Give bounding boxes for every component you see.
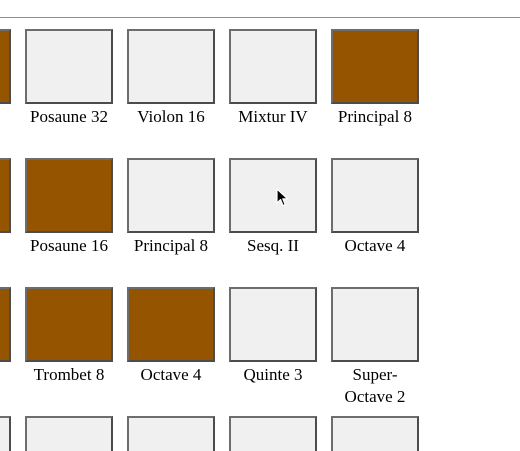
- stop-tab[interactable]: [229, 287, 317, 362]
- stop-cell: [331, 416, 419, 451]
- stop-label: Principal 8: [133, 236, 209, 255]
- stop-tab[interactable]: [331, 416, 419, 451]
- stop-label: Sesq. II: [247, 236, 299, 255]
- stop-label: Super-Octave 2: [344, 365, 406, 406]
- stop-label: Trombet 8: [33, 365, 105, 384]
- stop-cell: [25, 287, 113, 386]
- stop-cell: [229, 158, 317, 257]
- stop-cell: [25, 416, 113, 451]
- stop-tab[interactable]: [229, 29, 317, 104]
- stop-label: Principal 8: [337, 107, 413, 126]
- stop-label: Posaune 16: [30, 236, 108, 255]
- stop-cell: [331, 29, 419, 128]
- stop-tab[interactable]: [331, 158, 419, 233]
- stop-cell: [127, 158, 215, 257]
- stop-cell: [229, 29, 317, 128]
- stop-cell: [25, 158, 113, 257]
- stop-tab[interactable]: [127, 416, 215, 451]
- stop-tab[interactable]: [127, 29, 215, 104]
- stop-cell: [229, 287, 317, 386]
- stop-cell: [127, 287, 215, 386]
- stop-cell: [127, 416, 215, 451]
- stop-tab[interactable]: [0, 287, 11, 362]
- stop-cell: [0, 416, 11, 451]
- stop-tab[interactable]: [331, 29, 419, 104]
- stop-tab[interactable]: [0, 29, 11, 104]
- stop-tab[interactable]: [0, 416, 11, 451]
- stop-cell: [331, 287, 419, 408]
- stop-tab[interactable]: [127, 158, 215, 233]
- stop-label: Posaune 32: [30, 107, 108, 126]
- stop-cell: [229, 416, 317, 451]
- stop-cell: [25, 29, 113, 128]
- stop-cell: [127, 29, 215, 128]
- stop-label: Quinte 3: [243, 365, 303, 384]
- stop-cell: [0, 29, 11, 106]
- stop-cell: [331, 158, 419, 257]
- stop-tab[interactable]: [0, 158, 11, 233]
- stop-tab[interactable]: [331, 287, 419, 362]
- stop-tab[interactable]: [229, 158, 317, 233]
- stop-tab[interactable]: [25, 29, 113, 104]
- stop-tab[interactable]: [25, 158, 113, 233]
- stop-tab[interactable]: [25, 416, 113, 451]
- stop-cell: [0, 287, 11, 364]
- stop-tab[interactable]: [229, 416, 317, 451]
- stop-tab[interactable]: [25, 287, 113, 362]
- stop-label: Octave 4: [140, 365, 202, 384]
- stop-label: Violon 16: [137, 107, 205, 126]
- header-divider: [0, 17, 520, 18]
- stop-label: Mixtur IV: [238, 107, 308, 126]
- stop-cell: [0, 158, 11, 235]
- stop-label: Octave 4: [344, 236, 406, 255]
- stop-tab[interactable]: [127, 287, 215, 362]
